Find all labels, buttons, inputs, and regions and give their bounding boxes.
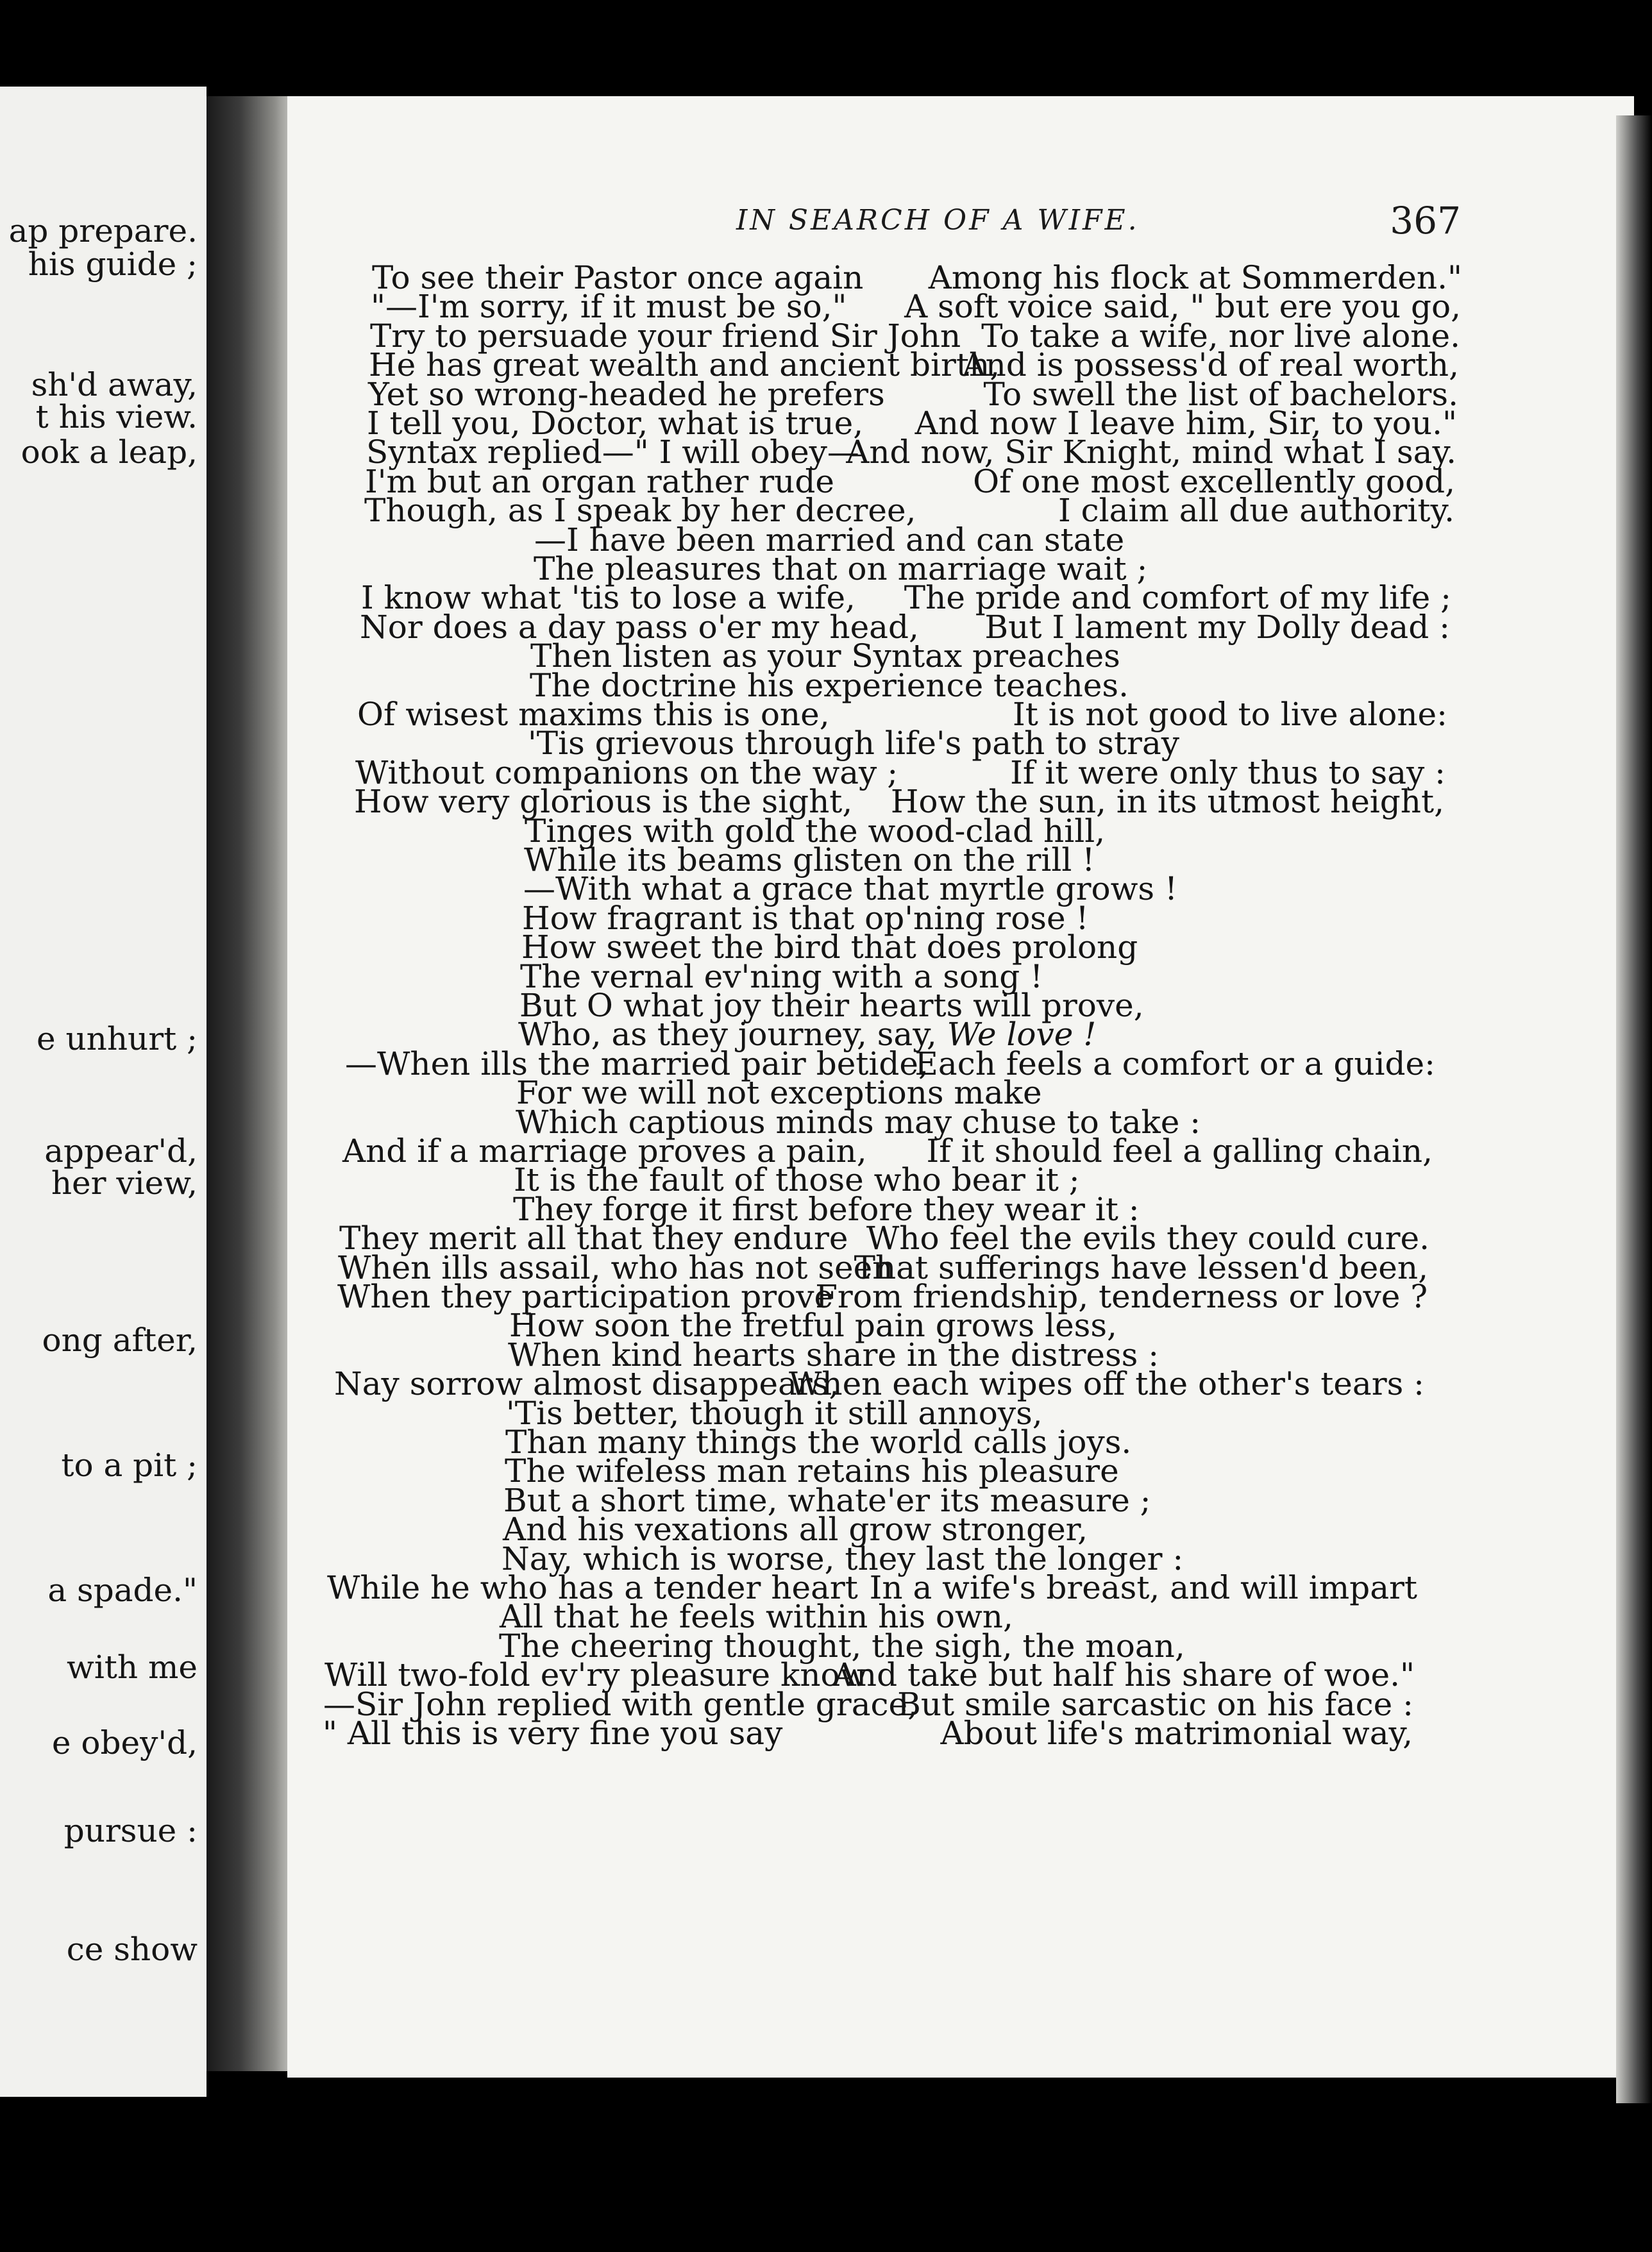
verse-line-text: But O what joy their hearts will prove, bbox=[519, 987, 1144, 1024]
verse-line-text: —I have been married and can state bbox=[534, 521, 1125, 559]
verse-line-first-half: —When ills the married pair betide, bbox=[345, 1045, 929, 1082]
previous-page-line: ook a leap, bbox=[21, 433, 198, 471]
previous-page-line: with me bbox=[67, 1649, 198, 1686]
verse-line-second-half: I claim all due authority. bbox=[1058, 492, 1454, 529]
book-page bbox=[287, 96, 1634, 2078]
verse-line-first-half: And if a marriage proves a pain, bbox=[342, 1132, 867, 1170]
previous-page-line: appear'd, bbox=[44, 1132, 198, 1170]
previous-page-line: e unhurt ; bbox=[36, 1020, 198, 1057]
verse-line-text: How sweet the bird that does prolong bbox=[521, 929, 1138, 966]
previous-page-fragment bbox=[0, 87, 206, 2097]
previous-page-line: ong after, bbox=[42, 1322, 198, 1359]
verse-line-second-half: About life's matrimonial way, bbox=[940, 1715, 1413, 1752]
previous-page-line: his guide ; bbox=[28, 246, 198, 283]
verse-line-second-half: But I lament my Dolly dead : bbox=[984, 609, 1450, 646]
verse-line-text: Nay, which is worse, they last the longer : bbox=[501, 1540, 1184, 1577]
previous-page-line: t his view. bbox=[35, 398, 198, 435]
verse-line-first-half: He has great wealth and ancient birth, bbox=[369, 346, 1000, 383]
verse-line-first-half: —Sir John replied with gentle grace, bbox=[323, 1686, 918, 1723]
verse-line-first-half: When they participation prove bbox=[337, 1278, 834, 1315]
verse-line-text: —With what a grace that myrtle grows ! bbox=[523, 870, 1178, 907]
verse-line-second-half: To take a wife, nor live alone. bbox=[981, 317, 1460, 355]
verse-line-text: Which captious minds may chuse to take : bbox=[516, 1104, 1201, 1141]
verse-line-first-half: Yet so wrong-headed he prefers bbox=[368, 376, 885, 413]
previous-page-line: to a pit ; bbox=[61, 1447, 198, 1484]
previous-page-line: ap prepare. bbox=[8, 212, 198, 249]
verse-line-first-half: They merit all that they endure bbox=[339, 1220, 848, 1257]
verse-line-first-half: Of wisest maxims this is one, bbox=[357, 696, 830, 733]
verse-line-text: 'Tis better, though it still annoys, bbox=[506, 1395, 1043, 1432]
verse-line-text: The wifeless man retains his pleasure bbox=[505, 1452, 1119, 1490]
verse-line-text: It is the fault of those who bear it ; bbox=[514, 1161, 1080, 1198]
verse-line-second-half: And now I leave him, Sir, to you." bbox=[914, 405, 1457, 442]
verse-line-second-half: That sufferings have lessen'd been, bbox=[854, 1249, 1428, 1286]
verse-line-text: 'Tis grievous through life's path to stray bbox=[528, 725, 1180, 762]
verse-line-first-half: Without companions on the way ; bbox=[355, 754, 898, 791]
verse-line-text: And his vexations all grow stronger, bbox=[503, 1511, 1088, 1548]
verse-line-text: Tinges with gold the wood-clad hill, bbox=[525, 812, 1106, 850]
previous-page-line: her view, bbox=[51, 1164, 198, 1202]
verse-line-second-half: The pride and comfort of my life ; bbox=[904, 579, 1451, 616]
verse-line-text: Than many things the world calls joys. bbox=[505, 1424, 1132, 1461]
verse-line-first-half: Nor does a day pass o'er my head, bbox=[360, 609, 919, 646]
verse-line-second-half: If it were only thus to say : bbox=[1010, 754, 1446, 791]
verse-line-second-half: And now, Sir Knight, mind what I say. bbox=[846, 433, 1456, 471]
verse-line-text: For we will not exceptions make bbox=[516, 1074, 1042, 1111]
previous-page-line: pursue : bbox=[63, 1812, 198, 1849]
verse-line-second-half: And take but half his share of woe." bbox=[832, 1656, 1415, 1693]
verse-line-first-half: Will two-fold ev'ry pleasure know bbox=[324, 1656, 868, 1693]
verse-line-first-half: Nay sorrow almost disappears, bbox=[334, 1365, 839, 1402]
verse-line-first-half: While he who has a tender heart bbox=[327, 1569, 858, 1606]
verse-line-second-half: In a wife's breast, and will impart bbox=[869, 1569, 1417, 1606]
verse-line-second-half: To swell the list of bachelors. bbox=[983, 376, 1458, 413]
verse-line-italic: We love ! bbox=[947, 1016, 1097, 1053]
previous-page-line: ce show bbox=[66, 1931, 198, 1968]
verse-line-text: The pleasures that on marriage wait ; bbox=[534, 550, 1148, 587]
verse-line-text: All that he feels within his own, bbox=[500, 1598, 1013, 1635]
verse-line-first-half: I know what 'tis to lose a wife, bbox=[361, 579, 856, 616]
verse-line-second-half: When each wipes off the other's tears : bbox=[789, 1365, 1424, 1402]
previous-page-line: e obey'd, bbox=[51, 1724, 198, 1761]
verse-line-first-half: I tell you, Doctor, what is true, bbox=[367, 405, 864, 442]
verse-line-text: Who, as they journey, say, bbox=[518, 1016, 937, 1053]
verse-line-text: The cheering thought, the sigh, the moan, bbox=[499, 1627, 1185, 1665]
verse-line-second-half: How the sun, in its utmost height, bbox=[890, 783, 1444, 820]
verse-line-first-half: How very glorious is the sight, bbox=[354, 783, 853, 820]
verse-line-second-half: It is not good to live alone: bbox=[1012, 696, 1447, 733]
verse-line-second-half: From friendship, tenderness or love ? bbox=[815, 1278, 1428, 1315]
verse-line-second-half: And is possess'd of real worth, bbox=[962, 346, 1459, 383]
verse-line-text: They forge it first before they wear it : bbox=[513, 1191, 1140, 1228]
verse-line-second-half: Among his flock at Sommerden." bbox=[928, 259, 1462, 296]
verse-line-first-half: Try to persuade your friend Sir John bbox=[370, 317, 961, 355]
poem-text bbox=[287, 96, 1634, 2078]
previous-page-line: a spade." bbox=[47, 1572, 198, 1609]
verse-line-second-half: If it should feel a galling chain, bbox=[926, 1132, 1433, 1170]
verse-line-first-half: " All this is very fine you say bbox=[323, 1715, 783, 1752]
running-title: IN SEARCH OF A WIFE. bbox=[736, 204, 1140, 237]
page-number: 367 bbox=[1390, 199, 1461, 242]
verse-line-text: How fragrant is that op'ning rose ! bbox=[522, 900, 1089, 937]
verse-line-second-half: Of one most excellently good, bbox=[973, 463, 1455, 500]
verse-line-first-half: When ills assail, who has not seen bbox=[338, 1249, 893, 1286]
verse-line-second-half: Who feel the evils they could cure. bbox=[866, 1220, 1429, 1257]
verse-line-text: The vernal ev'ning with a song ! bbox=[520, 958, 1043, 995]
verse-line-first-half: I'm but an organ rather rude bbox=[365, 463, 834, 500]
verse-line-text: But a short time, whate'er its measure ; bbox=[503, 1482, 1151, 1519]
verse-line-text: When kind hearts share in the distress : bbox=[508, 1336, 1159, 1374]
verse-line-second-half: But smile sarcastic on his face : bbox=[897, 1686, 1413, 1723]
verse-line-first-half: "—I'm sorry, if it must be so," bbox=[371, 288, 847, 325]
verse-line-text: How soon the fretful pain grows less, bbox=[509, 1307, 1117, 1344]
page-edge-shadow bbox=[1616, 115, 1652, 2103]
verse-line-second-half: Each feels a comfort or a guide: bbox=[914, 1045, 1435, 1082]
previous-page-line: sh'd away, bbox=[31, 366, 198, 403]
verse-line-text: Then listen as your Syntax preaches bbox=[530, 637, 1120, 675]
verse-line-text: While its beams glisten on the rill ! bbox=[524, 841, 1095, 878]
verse-line-first-half: Though, as I speak by her decree, bbox=[364, 492, 916, 529]
verse-line-second-half: A soft voice said, " but ere you go, bbox=[904, 288, 1461, 325]
verse-line-text: The doctrine his experience teaches. bbox=[530, 667, 1129, 704]
verse-line-first-half: Syntax replied—" I will obey— bbox=[366, 433, 859, 471]
verse-line-first-half: To see their Pastor once again bbox=[372, 259, 864, 296]
